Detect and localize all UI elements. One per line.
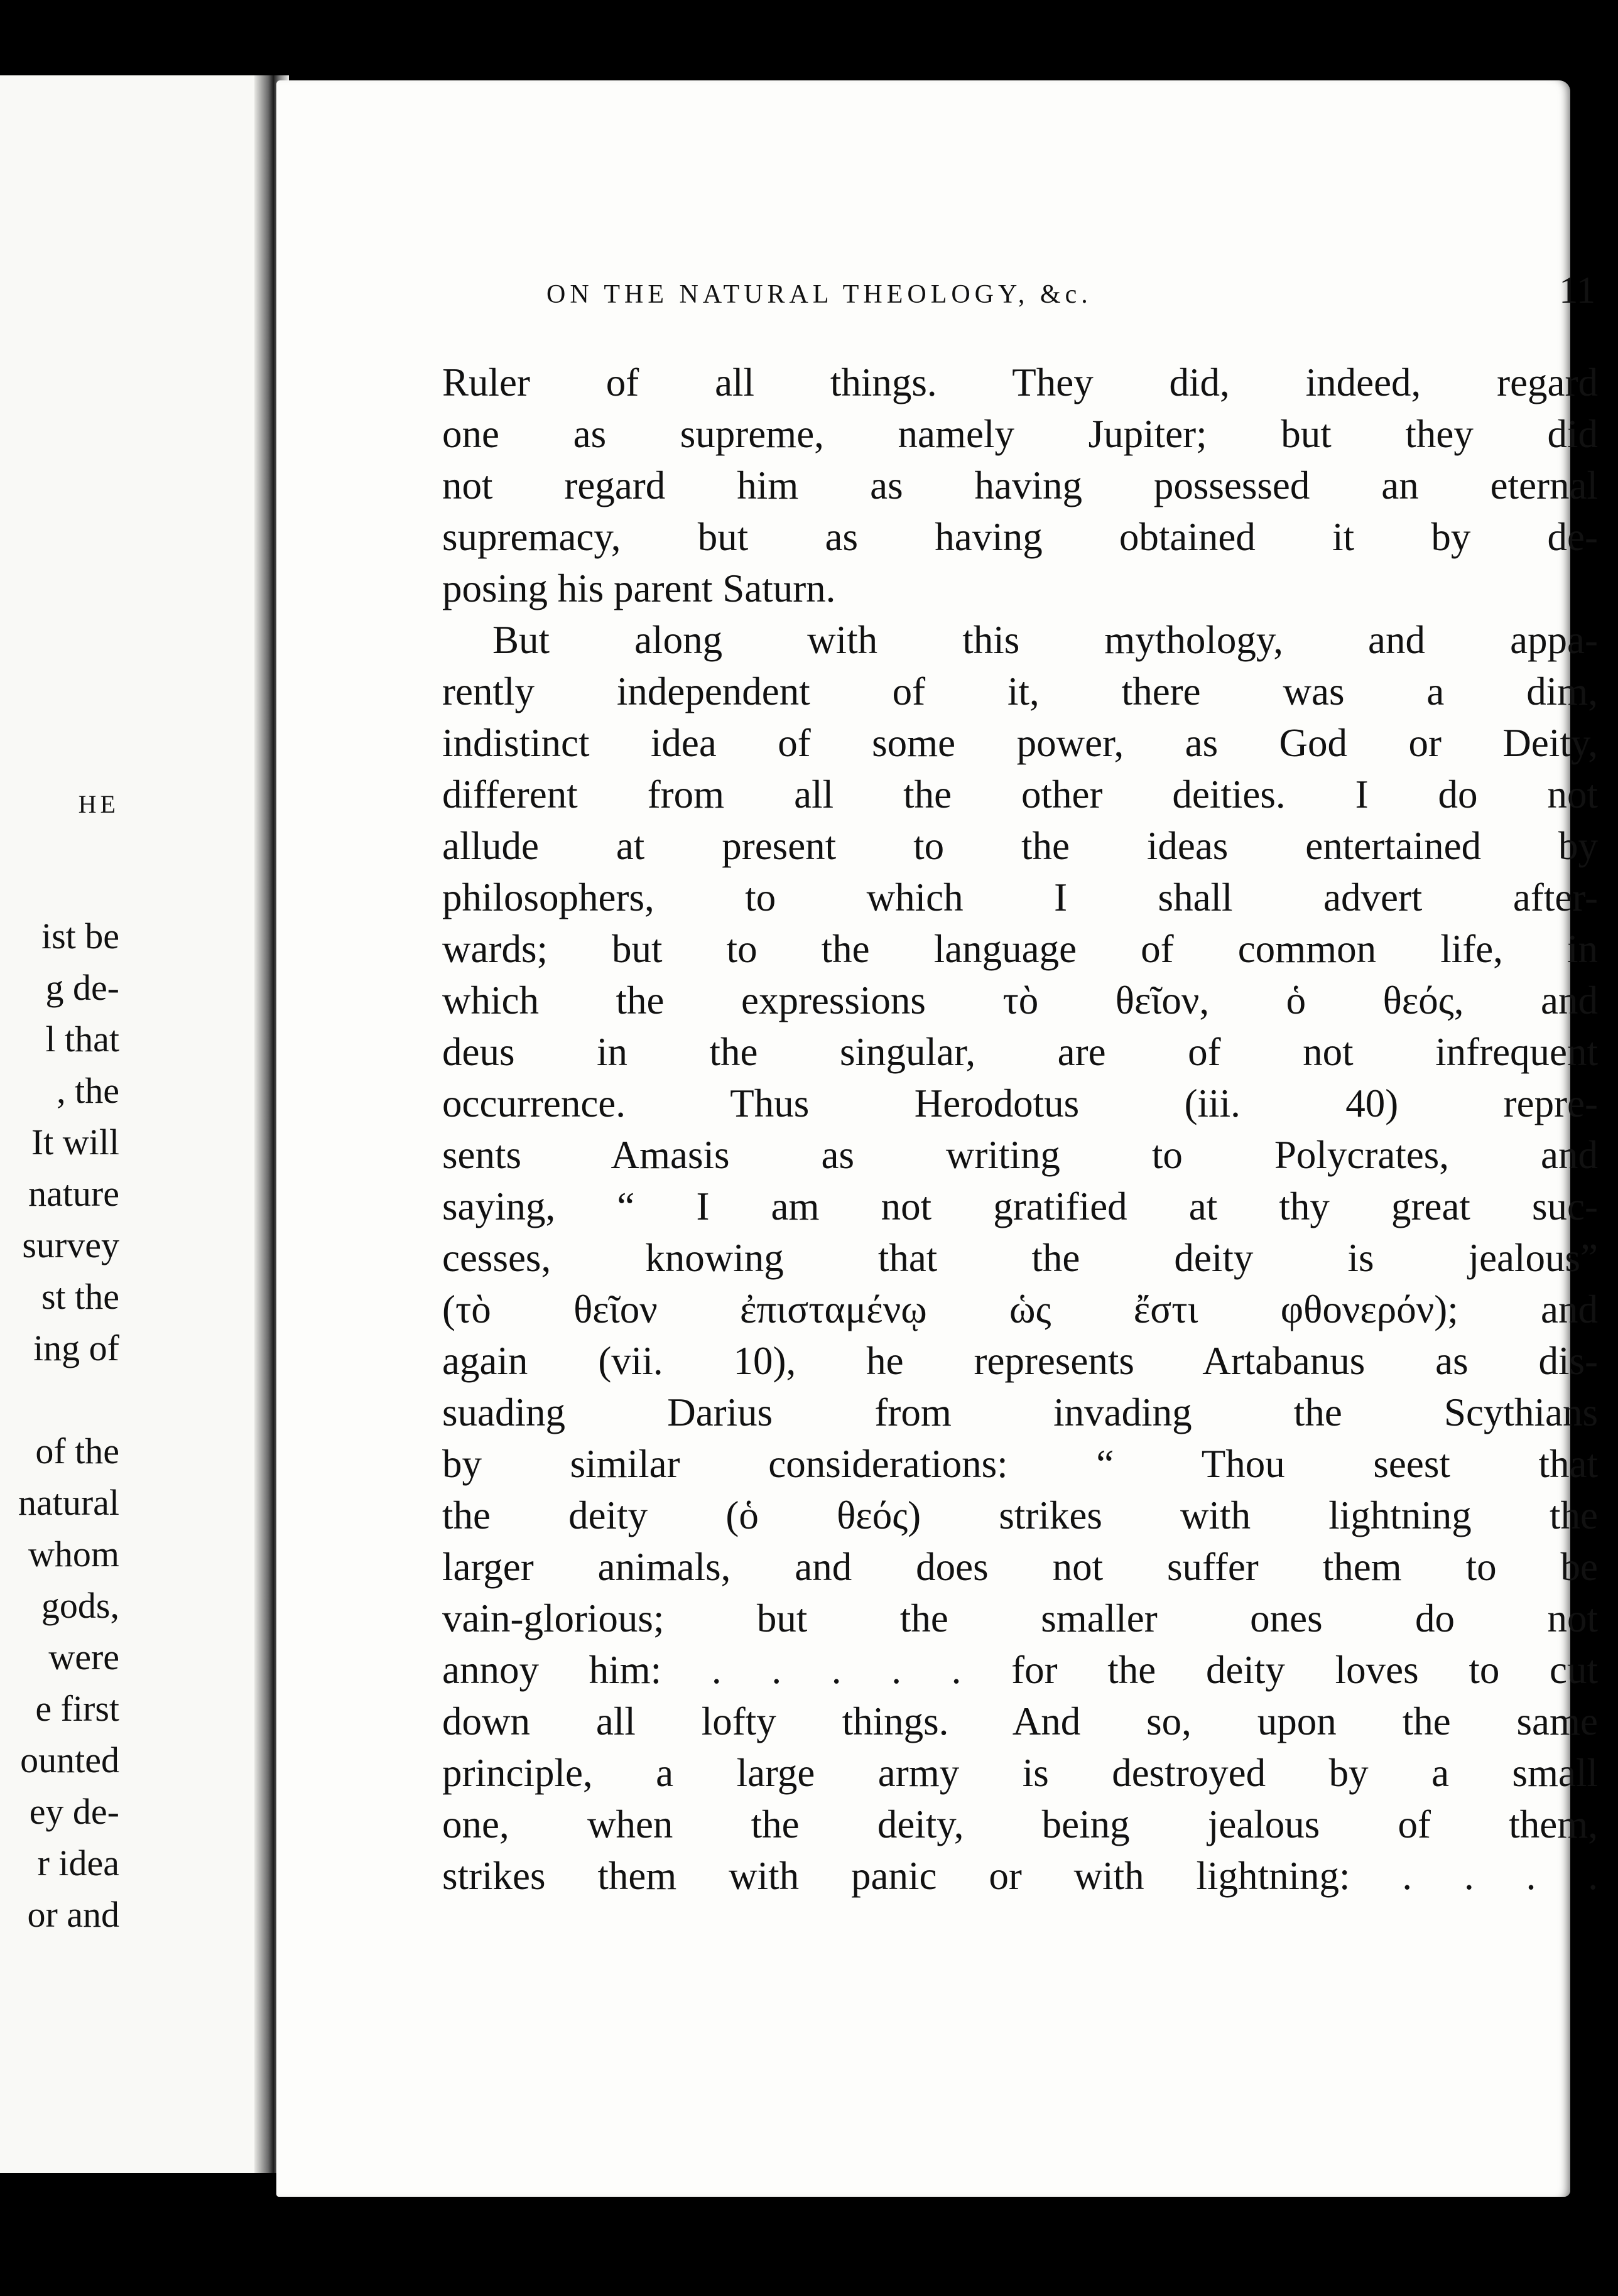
previous-page-line: natural <box>18 1482 119 1523</box>
text-line: the deity (ὁ θεός) strikes with lightning the <box>442 1493 1598 1537</box>
text-line: vain-glorious; but the smaller ones do not <box>442 1596 1598 1640</box>
text-line: indistinct idea of some power, as God or Deity, <box>442 721 1598 765</box>
text-line: allude at present to the ideas entertained by <box>442 824 1598 868</box>
text-line: deus in the singular, are of not infrequent <box>442 1030 1598 1074</box>
body-text <box>442 357 1598 1902</box>
previous-page-line: ey de- <box>29 1791 119 1832</box>
running-head <box>546 269 1595 312</box>
text-line: suading Darius from invading the Scythians <box>442 1390 1598 1434</box>
text-line: one, when the deity, being jealous of them, <box>442 1802 1598 1846</box>
previous-page-line: ounted <box>20 1740 119 1780</box>
previous-page-line: ing of <box>33 1328 119 1368</box>
previous-page-line: were <box>48 1637 119 1677</box>
previous-page-line: It will <box>31 1122 119 1162</box>
text-line: annoy him: . . . . . for the deity loves to cut <box>442 1648 1598 1692</box>
previous-page <box>0 75 270 2173</box>
previous-page-line: l that <box>45 1019 119 1059</box>
text-line: principle, a large army is destroyed by a small <box>442 1751 1598 1795</box>
text-line: posing his parent Saturn. <box>442 566 836 610</box>
text-line: again (vii. 10), he represents Artabanus as dis- <box>442 1339 1598 1383</box>
previous-page-line: or and <box>27 1894 119 1935</box>
text-line: saying, “ I am not gratified at thy great suc- <box>442 1184 1598 1228</box>
text-line: strikes them with panic or with lightning: . . . . <box>442 1854 1598 1898</box>
previous-page-line: r idea <box>37 1843 119 1883</box>
text-line: one as supreme, namely Jupiter; but they did <box>442 412 1598 456</box>
book-page <box>276 80 1598 2197</box>
text-line: philosophers, to which I shall advert after- <box>442 875 1598 919</box>
text-line: But along with this mythology, and appa- <box>492 618 1598 662</box>
previous-page-head-fragment: HE <box>78 790 119 818</box>
text-line: larger animals, and does not suffer them to be <box>442 1545 1598 1589</box>
previous-page-line: , the <box>57 1070 119 1111</box>
previous-page-line: whom <box>28 1534 119 1574</box>
text-line: Ruler of all things. They did, indeed, regard <box>442 360 1598 404</box>
text-line: different from all the other deities. I do not <box>442 772 1598 816</box>
previous-page-line: g de- <box>45 967 119 1008</box>
previous-page-line: gods, <box>41 1585 119 1626</box>
page-number: 11 <box>1559 269 1595 311</box>
previous-page-line: survey <box>22 1225 119 1265</box>
text-line: by similar considerations: “ Thou seest that <box>442 1442 1598 1486</box>
text-line: rently independent of it, there was a dim, <box>442 669 1598 713</box>
text-line: down all lofty things. And so, upon the same <box>442 1699 1598 1743</box>
previous-page-line: st the <box>41 1276 119 1317</box>
text-line: occurrence. Thus Herodotus (iii. 40) repre- <box>442 1081 1598 1125</box>
previous-page-line: nature <box>28 1173 119 1214</box>
text-line: cesses, knowing that the deity is jealous” <box>442 1236 1598 1280</box>
previous-page-line: of the <box>35 1431 119 1471</box>
text-line: wards; but to the language of common life, in <box>442 927 1598 971</box>
text-line: not regard him as having possessed an eternal <box>442 463 1598 507</box>
text-line: supremacy, but as having obtained it by de- <box>442 515 1598 559</box>
running-head-title: ON THE NATURAL THEOLOGY, &c. <box>546 280 1092 309</box>
text-line: which the expressions τὸ θεῖον, ὁ θεός, and <box>442 978 1598 1022</box>
previous-page-line: e first <box>35 1688 119 1729</box>
previous-page-line: ist be <box>41 916 119 956</box>
text-line: (τὸ θεῖον ἐπισταμένῳ ὡς ἔστι φθονερόν); and <box>442 1287 1598 1331</box>
text-line: sents Amasis as writing to Polycrates, and <box>442 1133 1598 1177</box>
